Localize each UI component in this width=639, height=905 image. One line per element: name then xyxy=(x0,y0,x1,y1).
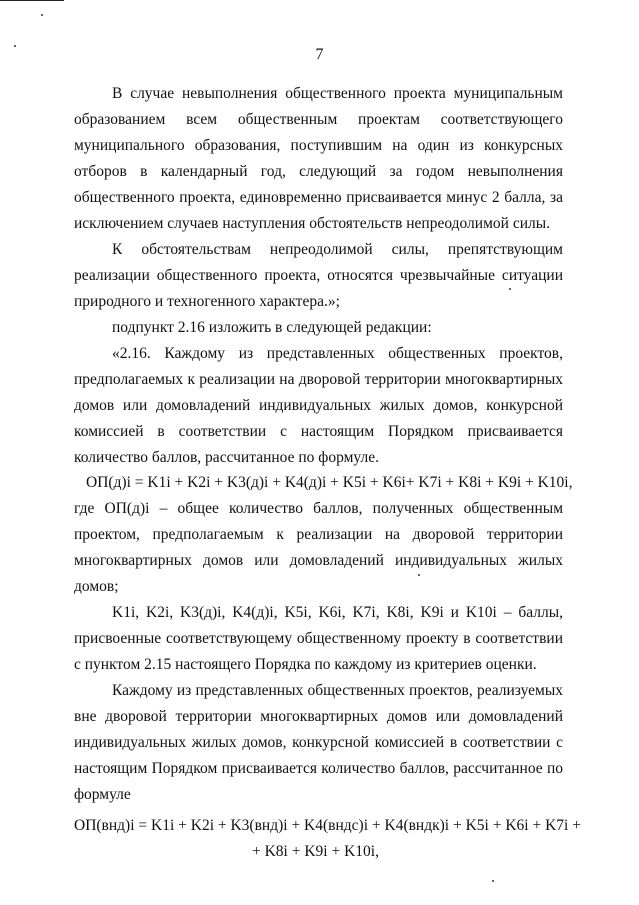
paragraph-where-op-d: где ОП(д)i – общее количество баллов, полученных общественным проектом, предполагаемым к реализации на дворовой территории многоквартирных домов или домовладений индивидуальных жилых домов; xyxy=(74,500,563,595)
paragraph-clause-2-16: «2.16. Каждому из представленных общественных проектов, предполагаемых к реализации на дворовой территории многоквартирных домов или домовладений индивидуальных жилых домов, конкурсной комиссией в соответствии с настоящим Порядком присваивается количество баллов, рассчитанное по формуле. xyxy=(74,345,563,466)
paragraph-scores-list: K1i, K2i, K3(д)i, K4(д)i, K5i, K6i, K7i, K8i, K9i и K10i – баллы, присвоенные соответствующему общественному проекту в соответствии с пунктом 2.15 настоящего Порядка по каждому из критериев оценки. xyxy=(74,604,563,673)
formula-op-vnd-line1: ОП(внд)i = K1i + K2i + K3(внд)i + K4(вндс)i + K4(вндк)i + K5i + K6i + K7i + xyxy=(74,817,581,834)
page-number: 7 xyxy=(315,46,324,63)
formula-op-vnd-line2: + K8i + K9i + K10i, xyxy=(252,843,379,860)
scan-edge-line xyxy=(0,0,64,1)
scan-speck xyxy=(41,14,43,16)
paragraph-failure-penalty: В случае невыполнения общественного проекта муниципальным образованием всем общественным проектам соответствующего муниципального образования, поступившим на один из конкурсных отборов в календарный год, следующий за годом невыполнения общественного проекта, единовременно присваивается минус 2 балла, за исключением случаев наступления обстоятельств непреодолимой силы. xyxy=(74,85,563,232)
paragraph-force-majeure: К обстоятельствам непреодолимой силы, препятствующим реализации общественного проекта, относятся чрезвычайные ситуации природного и техногенного характера.»; xyxy=(74,241,563,310)
formula-op-d: ОП(д)i = K1i + K2i + K3(д)i + K4(д)i + K5i + K6i+ K7i + K8i + K9i + K10i, xyxy=(86,474,573,491)
paragraph-outside-yard: Каждому из представленных общественных проектов, реализуемых вне дворовой территории многоквартирных домов или домовладений индивидуальных жилых домов, конкурсной комиссией в соответствии с настоящим Порядком присваивается количество баллов, рассчитанное по формуле xyxy=(74,682,563,803)
paragraph-subclause-2-16: подпункт 2.16 изложить в следующей редакции: xyxy=(112,319,432,336)
scan-speck xyxy=(492,880,494,882)
